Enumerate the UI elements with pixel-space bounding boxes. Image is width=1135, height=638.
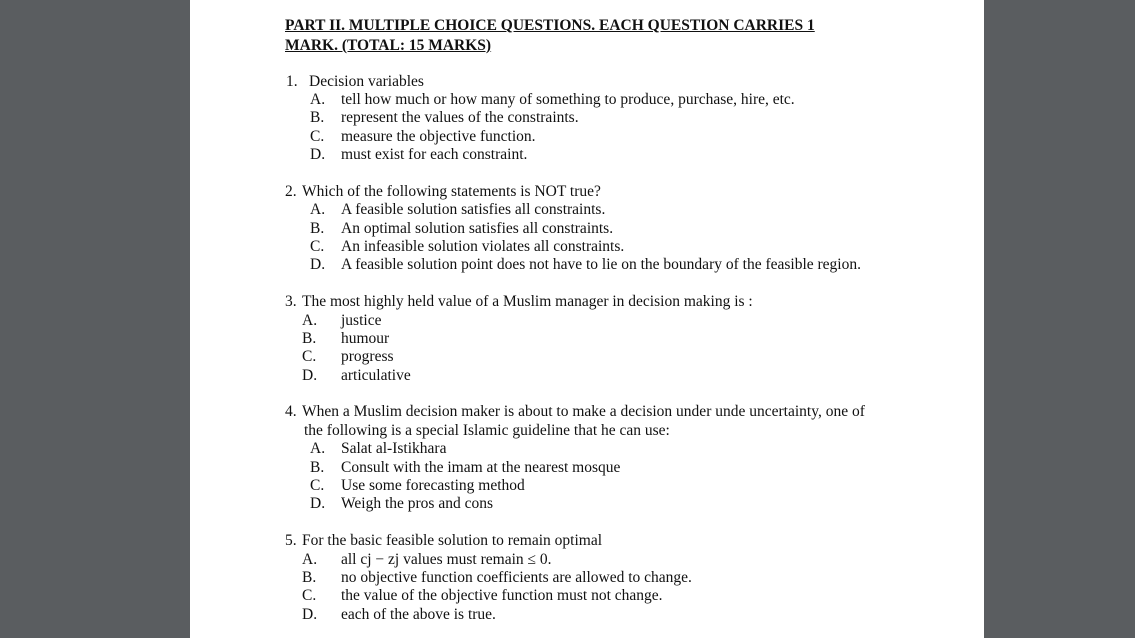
- section-heading-line-2: MARK. (TOTAL: 15 MARKS): [285, 37, 492, 54]
- question-3-stem: 3. The most highly held value of a Muslim manager in decision making is :: [285, 293, 753, 310]
- question-5-stem: 5. For the basic feasible solution to remain optimal: [285, 532, 603, 549]
- section-heading-line-1: PART II. MULTIPLE CHOICE QUESTIONS. EACH QUESTION CARRIES 1: [285, 17, 815, 34]
- question-1-stem: 1. Decision variables: [286, 73, 424, 90]
- document-page: PART II. MULTIPLE CHOICE QUESTIONS. EACH QUESTION CARRIES 1 MARK. (TOTAL: 15 MARKS) 1. Decision variables A. tell how much or how many of something to produce, purchase, hire, etc. B. represent the values of the constraints. C. measure the objective function. D. must exist for each constraint. 2. Which of the following statements is NOT true? A. A feasible solution satisfies all constraints. B. An optimal solution satisfies all constraints. C. An infeasible solution violates all constraints. D. A feasible solution point does not have to lie on the boundary of the feasible region. 3. The most highly held value of a Muslim manager in decision making is : A. justice B. humour C. progress D. articulative 4. When a Muslim decision maker is about to make a decision under unde uncertainty, one of the following is a special Islamic guideline that he can use: A. Salat al-Istikhara B. Consult with the imam at the nearest mosque C. Use some forecasting method D. Weigh the pros and cons 5. For the basic feasible solution to remain optimal A. all cj − zj values must remain ≤ 0. B. no objective function coefficients are allowed to change. C. the value of the objective function must not change. D. each of the above is true.: [190, 0, 984, 638]
- question-4-stem-line-2: the following is a special Islamic guideline that he can use:: [304, 422, 670, 439]
- question-4-stem: 4. When a Muslim decision maker is about to make a decision under unde uncertainty, one of: [285, 403, 865, 420]
- question-2-stem: 2. Which of the following statements is NOT true?: [285, 183, 601, 200]
- section-heading: [285, 16, 815, 56]
